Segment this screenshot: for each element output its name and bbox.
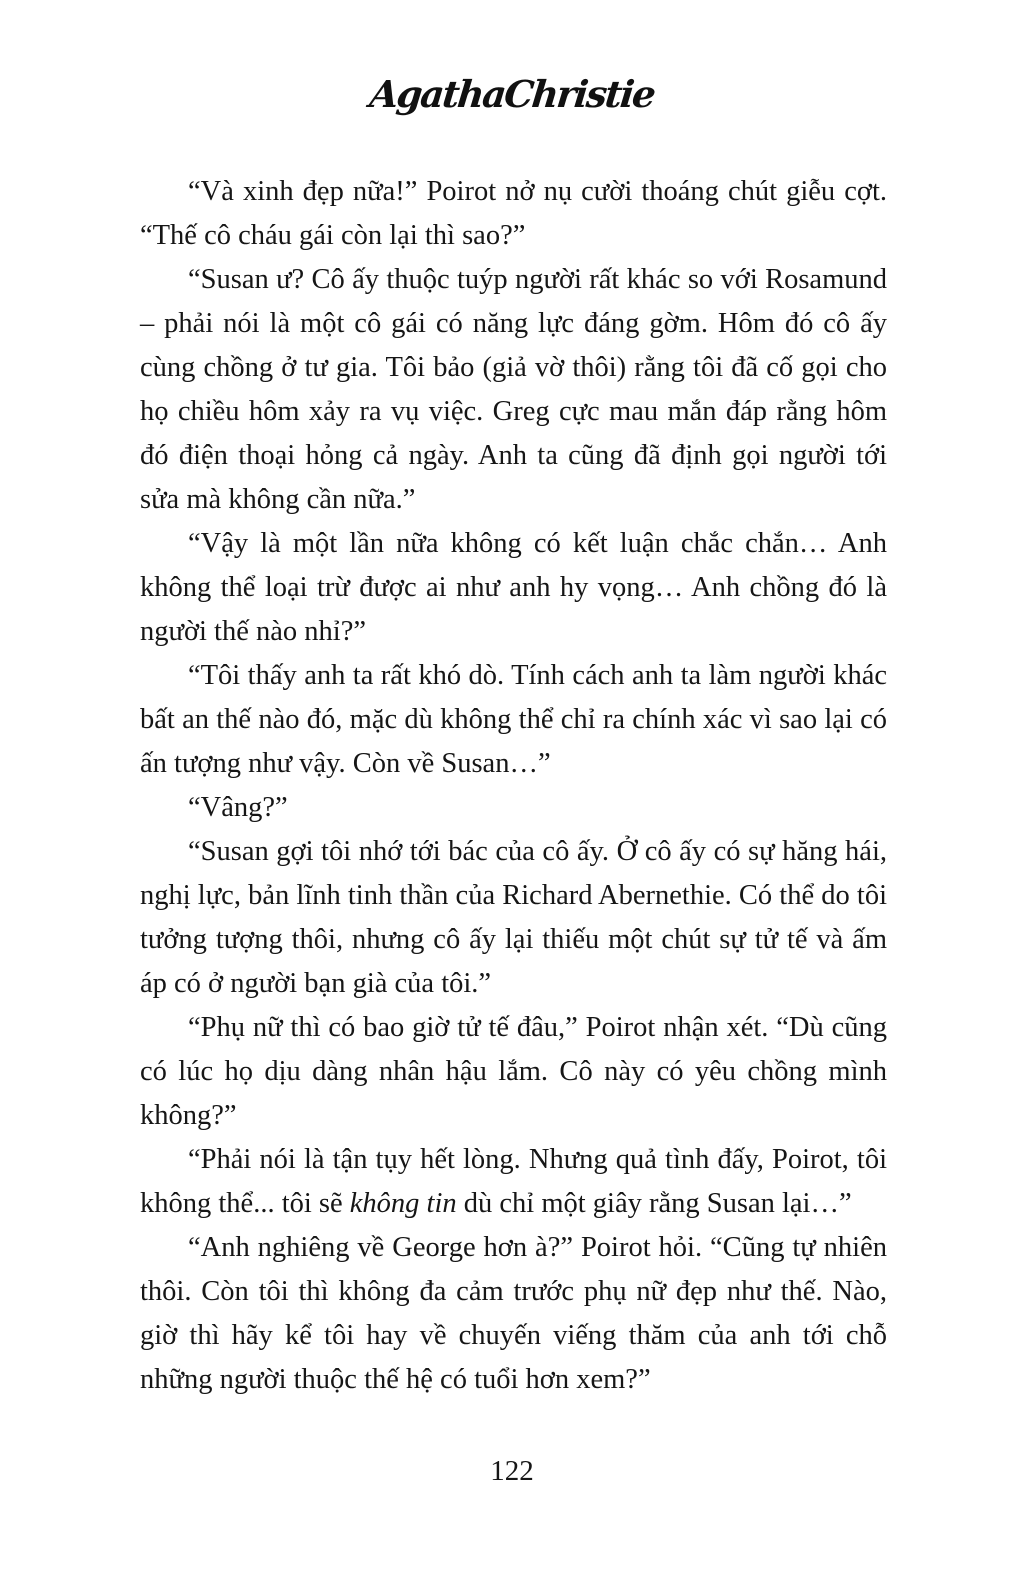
paragraph	[140, 830, 887, 1006]
paragraph	[140, 522, 887, 654]
text-block	[140, 170, 887, 1402]
paragraph-segment: “Susan gợi tôi nhớ tới bác của cô ấy. Ở cô ấy có sự hăng hái, nghị lực, bản lĩnh tinh thần của Richard Abernethie. Có thể do tôi tưởng tượng thôi, nhưng cô ấy lại thiếu một chút sự tử tế và ấm áp có ở người bạn già của tôi.”	[140, 836, 887, 999]
agatha-christie-signature: AgathaChristie	[367, 72, 657, 116]
paragraph	[140, 1006, 887, 1138]
paragraph-segment: “Vậy là một lần nữa không có kết luận chắc chắn… Anh không thể loại trừ được ai như anh hy vọng… Anh chồng đó là người thế nào nhỉ?”	[140, 528, 887, 647]
paragraph	[140, 654, 887, 786]
paragraph	[140, 258, 887, 522]
paragraph-segment-italic: không tin	[349, 1188, 457, 1219]
paragraph-segment: “Susan ư? Cô ấy thuộc tuýp người rất khác so với Rosamund – phải nói là một cô gái có năng lực đáng gờm. Hôm đó cô ấy cùng chồng ở tư gia. Tôi bảo (giả vờ thôi) rằng tôi đã cố gọi cho họ chiều hôm xảy ra vụ việc. Greg cực mau mắn đáp rằng hôm đó điện thoại hỏng cả ngày. Anh ta cũng đã định gọi người tới sửa mà không cần nữa.”	[140, 264, 887, 515]
paragraph-segment: dù chỉ một giây rằng Susan lại…”	[456, 1188, 852, 1219]
paragraph	[140, 1226, 887, 1402]
paragraph-segment: “Tôi thấy anh ta rất khó dò. Tính cách anh ta làm người khác bất an thế nào đó, mặc dù không thể chỉ ra chính xác vì sao lại có ấn tượng như vậy. Còn về Susan…”	[140, 660, 887, 779]
paragraph-segment: “Phải nói là tận tụy hết lòng. Nhưng quả tình đấy, Poirot, tôi không thể... tôi sẽ	[140, 1144, 887, 1219]
page-number: 122	[490, 1455, 534, 1487]
paragraph-segment: “Anh nghiêng về George hơn à?” Poirot hỏi. “Cũng tự nhiên thôi. Còn tôi thì không đa cảm trước phụ nữ đẹp như thế. Nào, giờ thì hãy kể tôi hay về chuyến viếng thăm của anh tới chỗ những người thuộc thế hệ có tuổi hơn xem?”	[140, 1232, 887, 1395]
paragraph-segment: “Vâng?”	[188, 792, 288, 823]
paragraph	[140, 786, 887, 830]
paragraph	[140, 1138, 887, 1226]
paragraph	[140, 170, 887, 258]
paragraph-segment: “Phụ nữ thì có bao giờ tử tế đâu,” Poirot nhận xét. “Dù cũng có lúc họ dịu dàng nhân hậu lắm. Cô này có yêu chồng mình không?”	[140, 1012, 887, 1131]
paragraph-segment: “Và xinh đẹp nữa!” Poirot nở nụ cười thoáng chút giễu cợt. “Thế cô cháu gái còn lại thì sao?”	[140, 176, 887, 251]
